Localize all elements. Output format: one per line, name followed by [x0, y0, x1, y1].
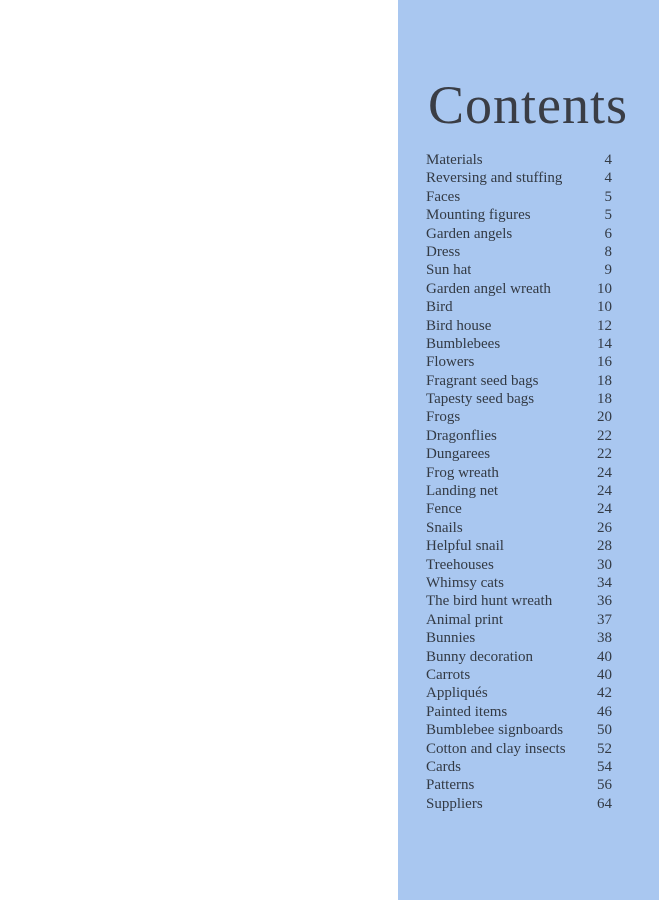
toc-entry — [426, 649, 612, 667]
toc-entry — [426, 428, 612, 446]
toc-entry-page: 28 — [597, 538, 612, 555]
toc-entry — [426, 226, 612, 244]
toc-entry — [426, 373, 612, 391]
toc-entry-page: 8 — [604, 243, 612, 260]
contents-panel — [398, 0, 659, 900]
toc-entry-page: 18 — [597, 391, 612, 408]
toc-entry-page: 30 — [597, 556, 612, 573]
toc-entry-title: Landing net — [426, 483, 499, 500]
toc-entry — [426, 465, 612, 483]
toc-entry — [426, 557, 612, 575]
toc-entry-title: Dragonflies — [426, 427, 497, 444]
toc-entry-page: 4 — [604, 170, 612, 187]
toc-entry — [426, 593, 612, 611]
toc-entry-title: Mounting figures — [426, 207, 531, 224]
toc-entry-title: Carrots — [426, 666, 471, 683]
toc-entry-title: Bird house — [426, 317, 492, 334]
toc-entry-page: 10 — [597, 299, 612, 316]
toc-entry-page: 22 — [597, 446, 612, 463]
toc-entry — [426, 318, 612, 336]
toc-entry-page: 64 — [597, 795, 612, 812]
toc-entry-title: Flowers — [426, 354, 475, 371]
toc-entry-title: Faces — [426, 188, 461, 205]
toc-entry-title: Bird — [426, 299, 453, 316]
toc-entry-page: 40 — [597, 648, 612, 665]
toc-entry — [426, 483, 612, 501]
toc-entry-title: The bird hunt wreath — [426, 593, 553, 610]
toc-entry-title: Garden angels — [426, 225, 513, 242]
toc-entry-page: 12 — [597, 317, 612, 334]
toc-entry-page: 6 — [604, 225, 612, 242]
toc-entry — [426, 409, 612, 427]
contents-title: Contents — [428, 75, 629, 135]
toc-entry — [426, 446, 612, 464]
toc-entry-title: Bunny decoration — [426, 648, 534, 665]
toc-entry-page: 42 — [597, 685, 612, 702]
toc-entry-title: Frog wreath — [426, 464, 499, 481]
toc-entry-title: Snails — [426, 519, 463, 536]
toc-entry-title: Tapesty seed bags — [426, 391, 535, 408]
toc-entry-page: 36 — [597, 593, 612, 610]
toc-entry — [426, 777, 612, 795]
toc-entry-title: Patterns — [426, 777, 475, 794]
toc-entry — [426, 501, 612, 519]
toc-entry — [426, 299, 612, 317]
toc-entry-page: 20 — [597, 409, 612, 426]
toc-entry — [426, 759, 612, 777]
toc-entry-title: Suppliers — [426, 795, 483, 812]
toc-entry-page: 24 — [597, 501, 612, 518]
toc-entry-title: Bunnies — [426, 630, 476, 647]
toc-entry — [426, 667, 612, 685]
toc-entry-page: 26 — [597, 519, 612, 536]
toc-entry — [426, 207, 612, 225]
table-of-contents — [426, 152, 612, 814]
toc-entry-title: Garden angel wreath — [426, 280, 551, 297]
toc-entry-page: 46 — [597, 703, 612, 720]
toc-entry — [426, 189, 612, 207]
toc-entry — [426, 354, 612, 372]
toc-entry-title: Sun hat — [426, 262, 472, 279]
toc-entry — [426, 391, 612, 409]
toc-entry-page: 34 — [597, 574, 612, 591]
toc-entry — [426, 722, 612, 740]
toc-entry-title: Treehouses — [426, 556, 494, 573]
toc-entry-title: Cotton and clay insects — [426, 740, 566, 757]
toc-entry-page: 9 — [604, 262, 612, 279]
toc-entry-title: Materials — [426, 152, 483, 168]
toc-entry — [426, 336, 612, 354]
toc-entry-page: 52 — [597, 740, 612, 757]
toc-entry-title: Fence — [426, 501, 462, 518]
toc-entry-page: 14 — [597, 335, 612, 352]
toc-entry — [426, 575, 612, 593]
toc-entry-page: 38 — [597, 630, 612, 647]
toc-entry-page: 16 — [597, 354, 612, 371]
toc-entry — [426, 796, 612, 814]
toc-entry-page: 50 — [597, 722, 612, 739]
toc-entry-title: Dress — [426, 243, 461, 260]
toc-entry-title: Reversing and stuffing — [426, 170, 563, 187]
toc-entry-page: 37 — [597, 611, 612, 628]
toc-entry — [426, 685, 612, 703]
toc-entry-title: Cards — [426, 758, 461, 775]
toc-entry-title: Frogs — [426, 409, 461, 426]
toc-entry-title: Helpful snail — [426, 538, 504, 555]
toc-entry-title: Whimsy cats — [426, 574, 504, 591]
toc-entry — [426, 152, 612, 170]
toc-entry-page: 54 — [597, 758, 612, 775]
toc-entry-page: 4 — [604, 152, 612, 168]
toc-entry-title: Bumblebees — [426, 335, 501, 352]
toc-entry-page: 24 — [597, 464, 612, 481]
toc-entry-title: Bumblebee signboards — [426, 722, 564, 739]
toc-entry-page: 5 — [604, 188, 612, 205]
toc-entry — [426, 741, 612, 759]
toc-entry — [426, 704, 612, 722]
toc-entry-title: Painted items — [426, 703, 508, 720]
toc-entry — [426, 262, 612, 280]
toc-entry — [426, 520, 612, 538]
toc-entry — [426, 281, 612, 299]
toc-entry-page: 10 — [597, 280, 612, 297]
toc-entry-title: Dungarees — [426, 446, 491, 463]
toc-entry-title: Fragrant seed bags — [426, 372, 539, 389]
toc-entry — [426, 630, 612, 648]
toc-entry-page: 5 — [604, 207, 612, 224]
toc-entry-page: 22 — [597, 427, 612, 444]
toc-entry-title: Appliqués — [426, 685, 488, 702]
toc-entry — [426, 170, 612, 188]
toc-entry — [426, 244, 612, 262]
toc-entry — [426, 538, 612, 556]
toc-entry-page: 24 — [597, 483, 612, 500]
toc-entry — [426, 612, 612, 630]
toc-entry-page: 18 — [597, 372, 612, 389]
toc-entry-title: Animal print — [426, 611, 504, 628]
toc-entry-page: 40 — [597, 666, 612, 683]
toc-entry-page: 56 — [597, 777, 612, 794]
